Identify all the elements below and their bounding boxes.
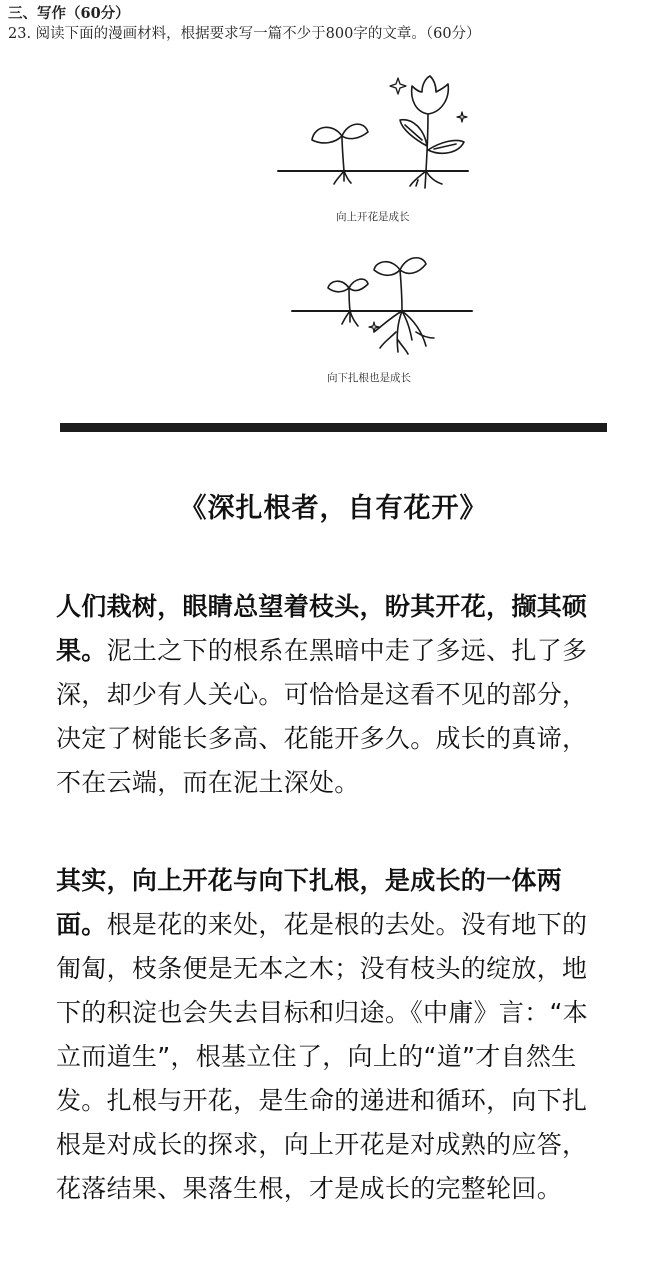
sprout-tiny-icon <box>328 279 368 326</box>
essay-paragraph-2 <box>56 859 608 1211</box>
essay-paragraph-1 <box>56 585 608 805</box>
paragraph-lead: 其实，向上开花与向下扎根，是成长的一体两面。 <box>56 866 563 939</box>
paragraph-body: 根是花的来处，花是根的去处。没有地下的匍匐，枝条便是无本之木；没有枝头的绽放，地下的积淀也会失去目标和归途。《中庸》言：“本立而道生”，根基立住了，向上的“道”才自然生发。扎根与开花，是生命的递进和循环，向下扎根是对成长的探求，向上开花是对成熟的应答，花落结果、果落生根，才是成长的完整轮回。 <box>56 910 589 1203</box>
section-heading: 三、写作（60分） <box>8 5 130 22</box>
sprout-deep-roots-icon <box>374 258 434 354</box>
caption-growing-down: 向下扎根也是成长 <box>327 372 411 384</box>
question-prompt: 23. 阅读下面的漫画材料，根据要求写一篇不少于800字的文章。（60分） <box>8 26 481 42</box>
divider-bar <box>60 423 607 432</box>
sparkle-small-icon <box>369 322 379 332</box>
sprout-small-icon <box>312 124 368 184</box>
comic-illustration <box>250 70 490 400</box>
caption-growing-up: 向上开花是成长 <box>336 211 410 223</box>
paragraph-body: 泥土之下的根系在黑暗中走了多远、扎了多深，却少有人关心。可恰恰是这看不见的部分，决定了树能长多高、花能开多久。成长的真谛，不在云端，而在泥土深处。 <box>56 636 588 797</box>
paragraph-lead: 人们栽树，眼睛总望着枝头，盼其开花，撷其硕果。 <box>56 592 588 665</box>
exam-header <box>8 4 658 44</box>
essay-title: 《深扎根者，自有花开》 <box>179 493 488 524</box>
